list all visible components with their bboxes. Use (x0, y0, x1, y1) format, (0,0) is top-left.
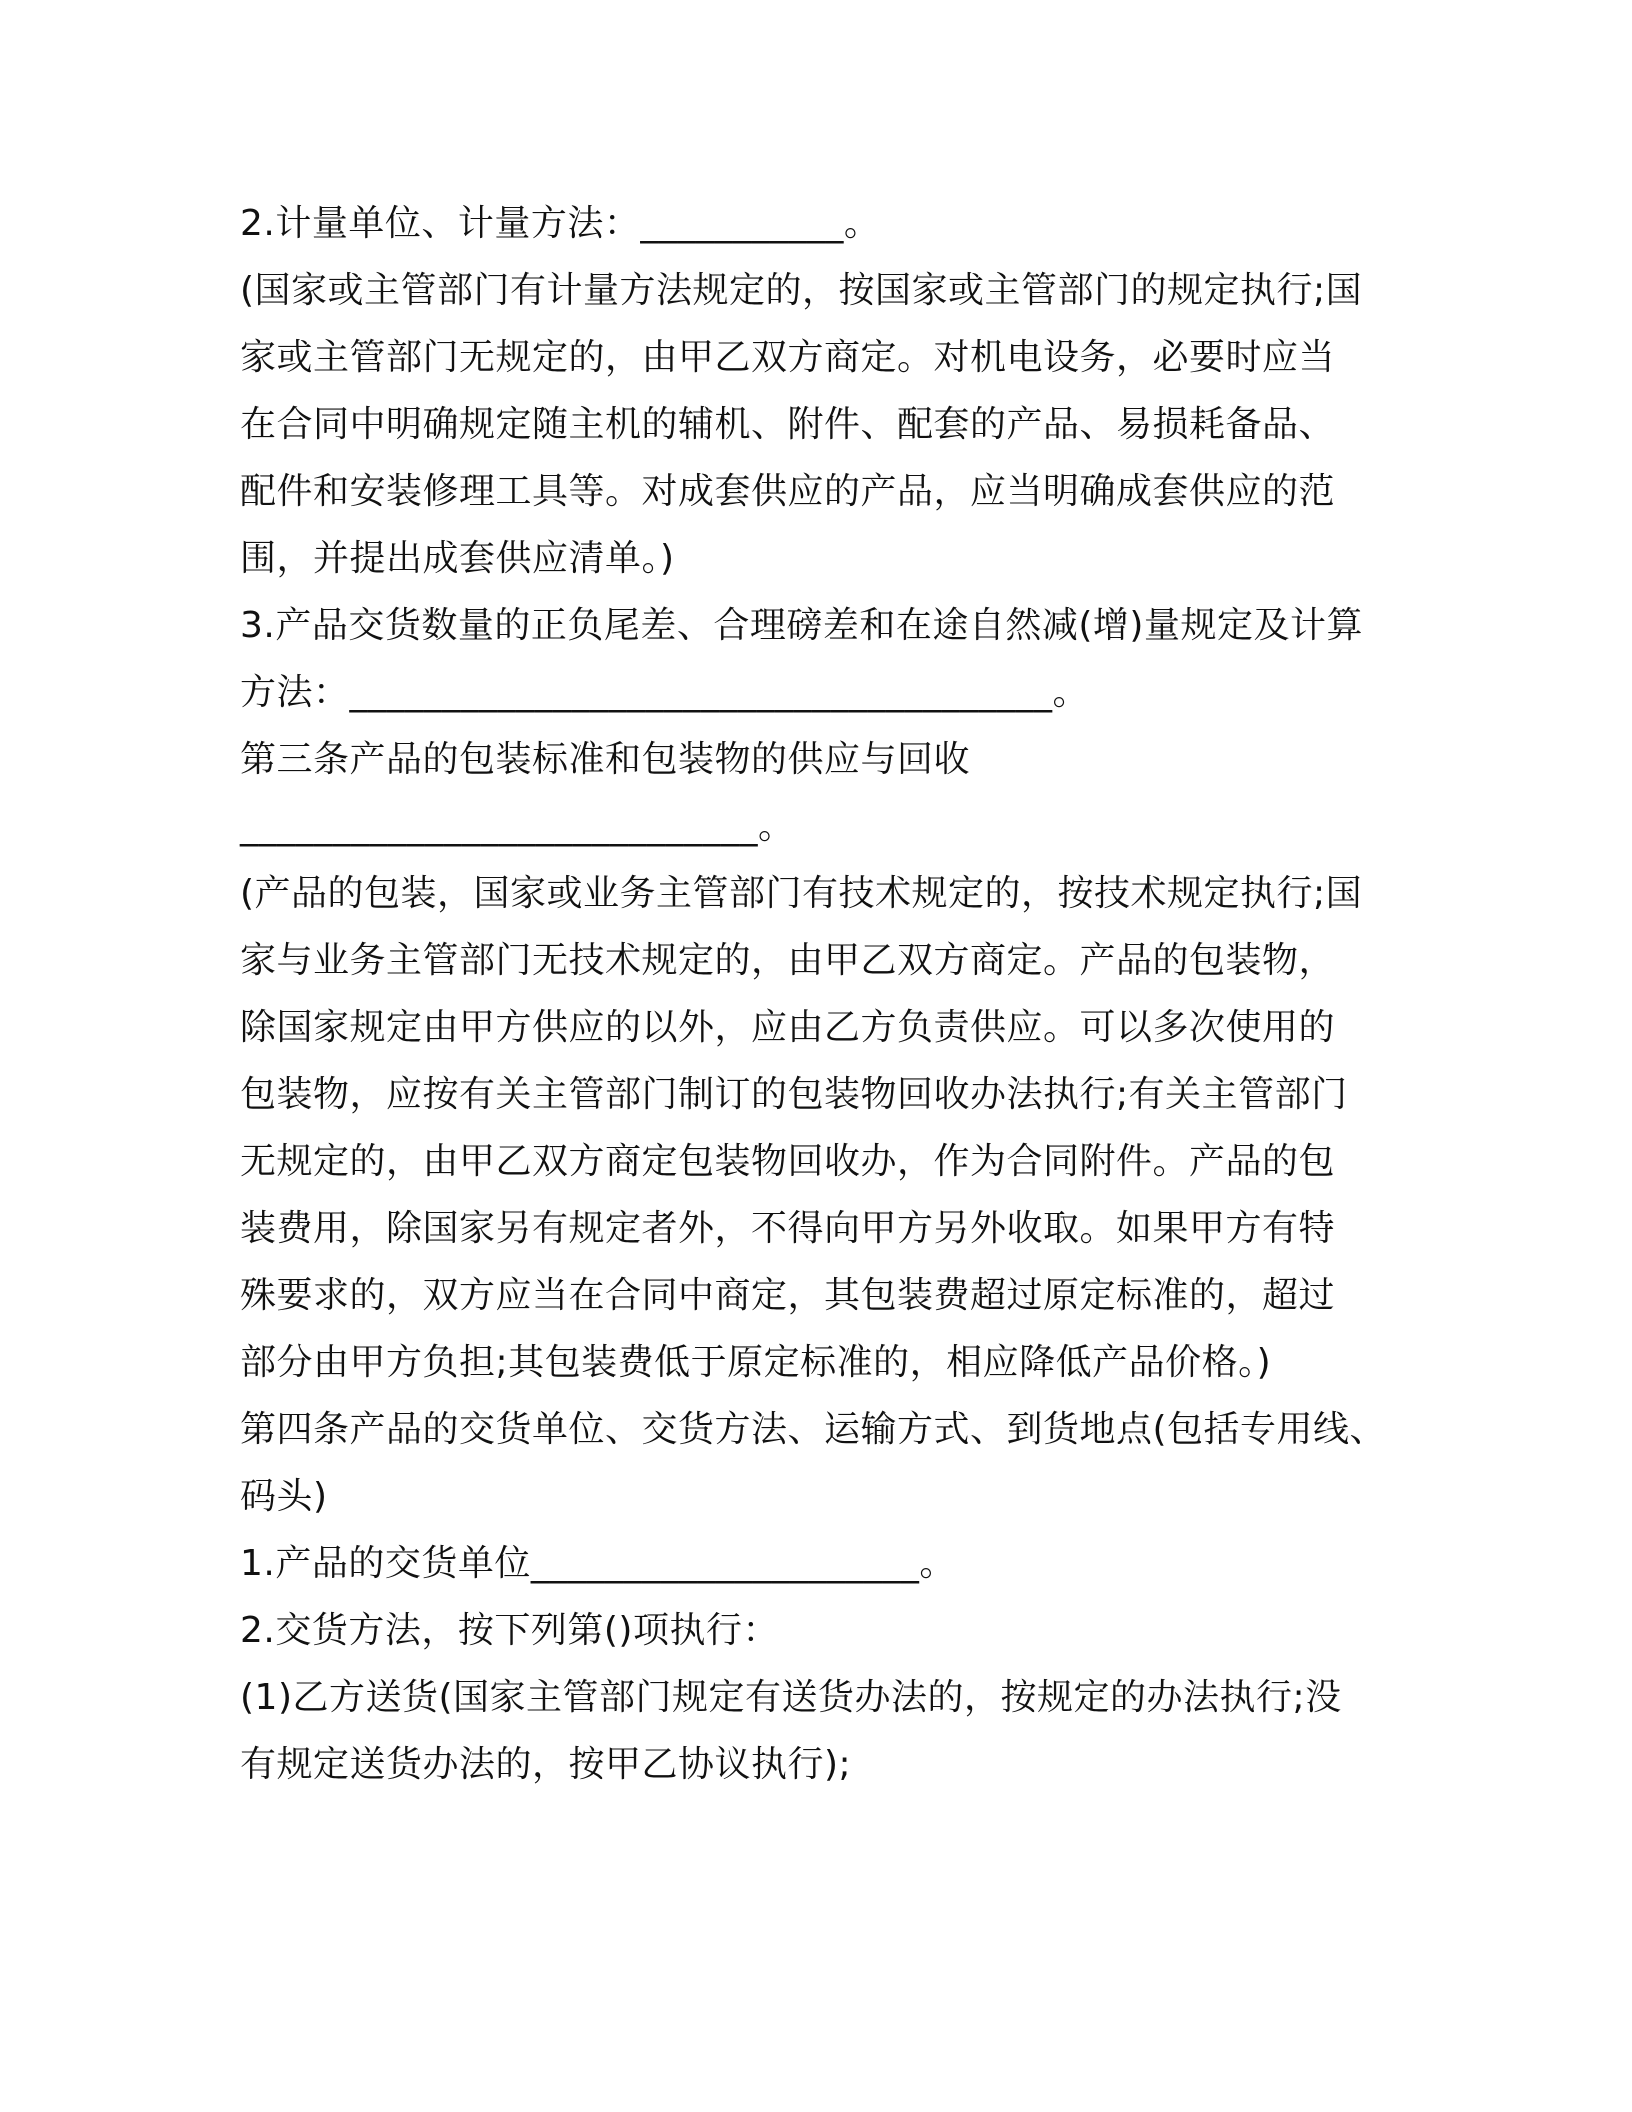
text-line: 2.计量单位、计量方法：___________。 (240, 203, 881, 244)
text-line: 家与业务主管部门无技术规定的，由甲乙双方商定。产品的包装物， (240, 940, 1336, 981)
text-line: (1)乙方送货(国家主管部门规定有送货办法的，按规定的办法执行;没 (240, 1677, 1342, 1718)
text-line: 3.产品交货数量的正负尾差、合理磅差和在途自然减(增)量规定及计算 (240, 605, 1363, 646)
text-line: 装费用，除国家另有规定者外，不得向甲方另外收取。如果甲方有特 (240, 1208, 1336, 1249)
text-line: 在合同中明确规定随主机的辅机、附件、配套的产品、易损耗备品、 (240, 404, 1336, 445)
text-line: 家或主管部门无规定的，由甲乙双方商定。对机电设务，必要时应当 (240, 337, 1336, 378)
document-body (240, 190, 1400, 1798)
blank-field-line: ____________________________。 (240, 806, 795, 847)
text-line: 1.产品的交货单位_____________________。 (240, 1543, 956, 1584)
text-line: 无规定的，由甲乙双方商定包装物回收办，作为合同附件。产品的包 (240, 1141, 1336, 1182)
text-line: 方法：______________________________________。 (240, 672, 1090, 713)
text-line: 码头) (240, 1476, 328, 1517)
section-heading: 第四条产品的交货单位、交货方法、运输方式、到货地点(包括专用线、 (240, 1409, 1387, 1450)
text-line: 部分由甲方负担;其包装费低于原定标准的，相应降低产品价格。) (240, 1342, 1272, 1383)
text-line: 围，并提出成套供应清单。) (240, 538, 675, 579)
text-line: 2.交货方法，按下列第()项执行： (240, 1610, 779, 1651)
section-heading: 第三条产品的包装标准和包装物的供应与回收 (240, 739, 971, 780)
text-line: 配件和安装修理工具等。对成套供应的产品，应当明确成套供应的范 (240, 471, 1336, 512)
text-line: 殊要求的，双方应当在合同中商定，其包装费超过原定标准的，超过 (240, 1275, 1336, 1316)
text-line: 除国家规定由甲方供应的以外，应由乙方负责供应。可以多次使用的 (240, 1007, 1336, 1048)
text-line: (国家或主管部门有计量方法规定的，按国家或主管部门的规定执行;国 (240, 270, 1363, 311)
text-line: 有规定送货办法的，按甲乙协议执行); (240, 1744, 852, 1785)
text-line: (产品的包装，国家或业务主管部门有技术规定的，按技术规定执行;国 (240, 873, 1363, 914)
text-line: 包装物，应按有关主管部门制订的包装物回收办法执行;有关主管部门 (240, 1074, 1348, 1115)
